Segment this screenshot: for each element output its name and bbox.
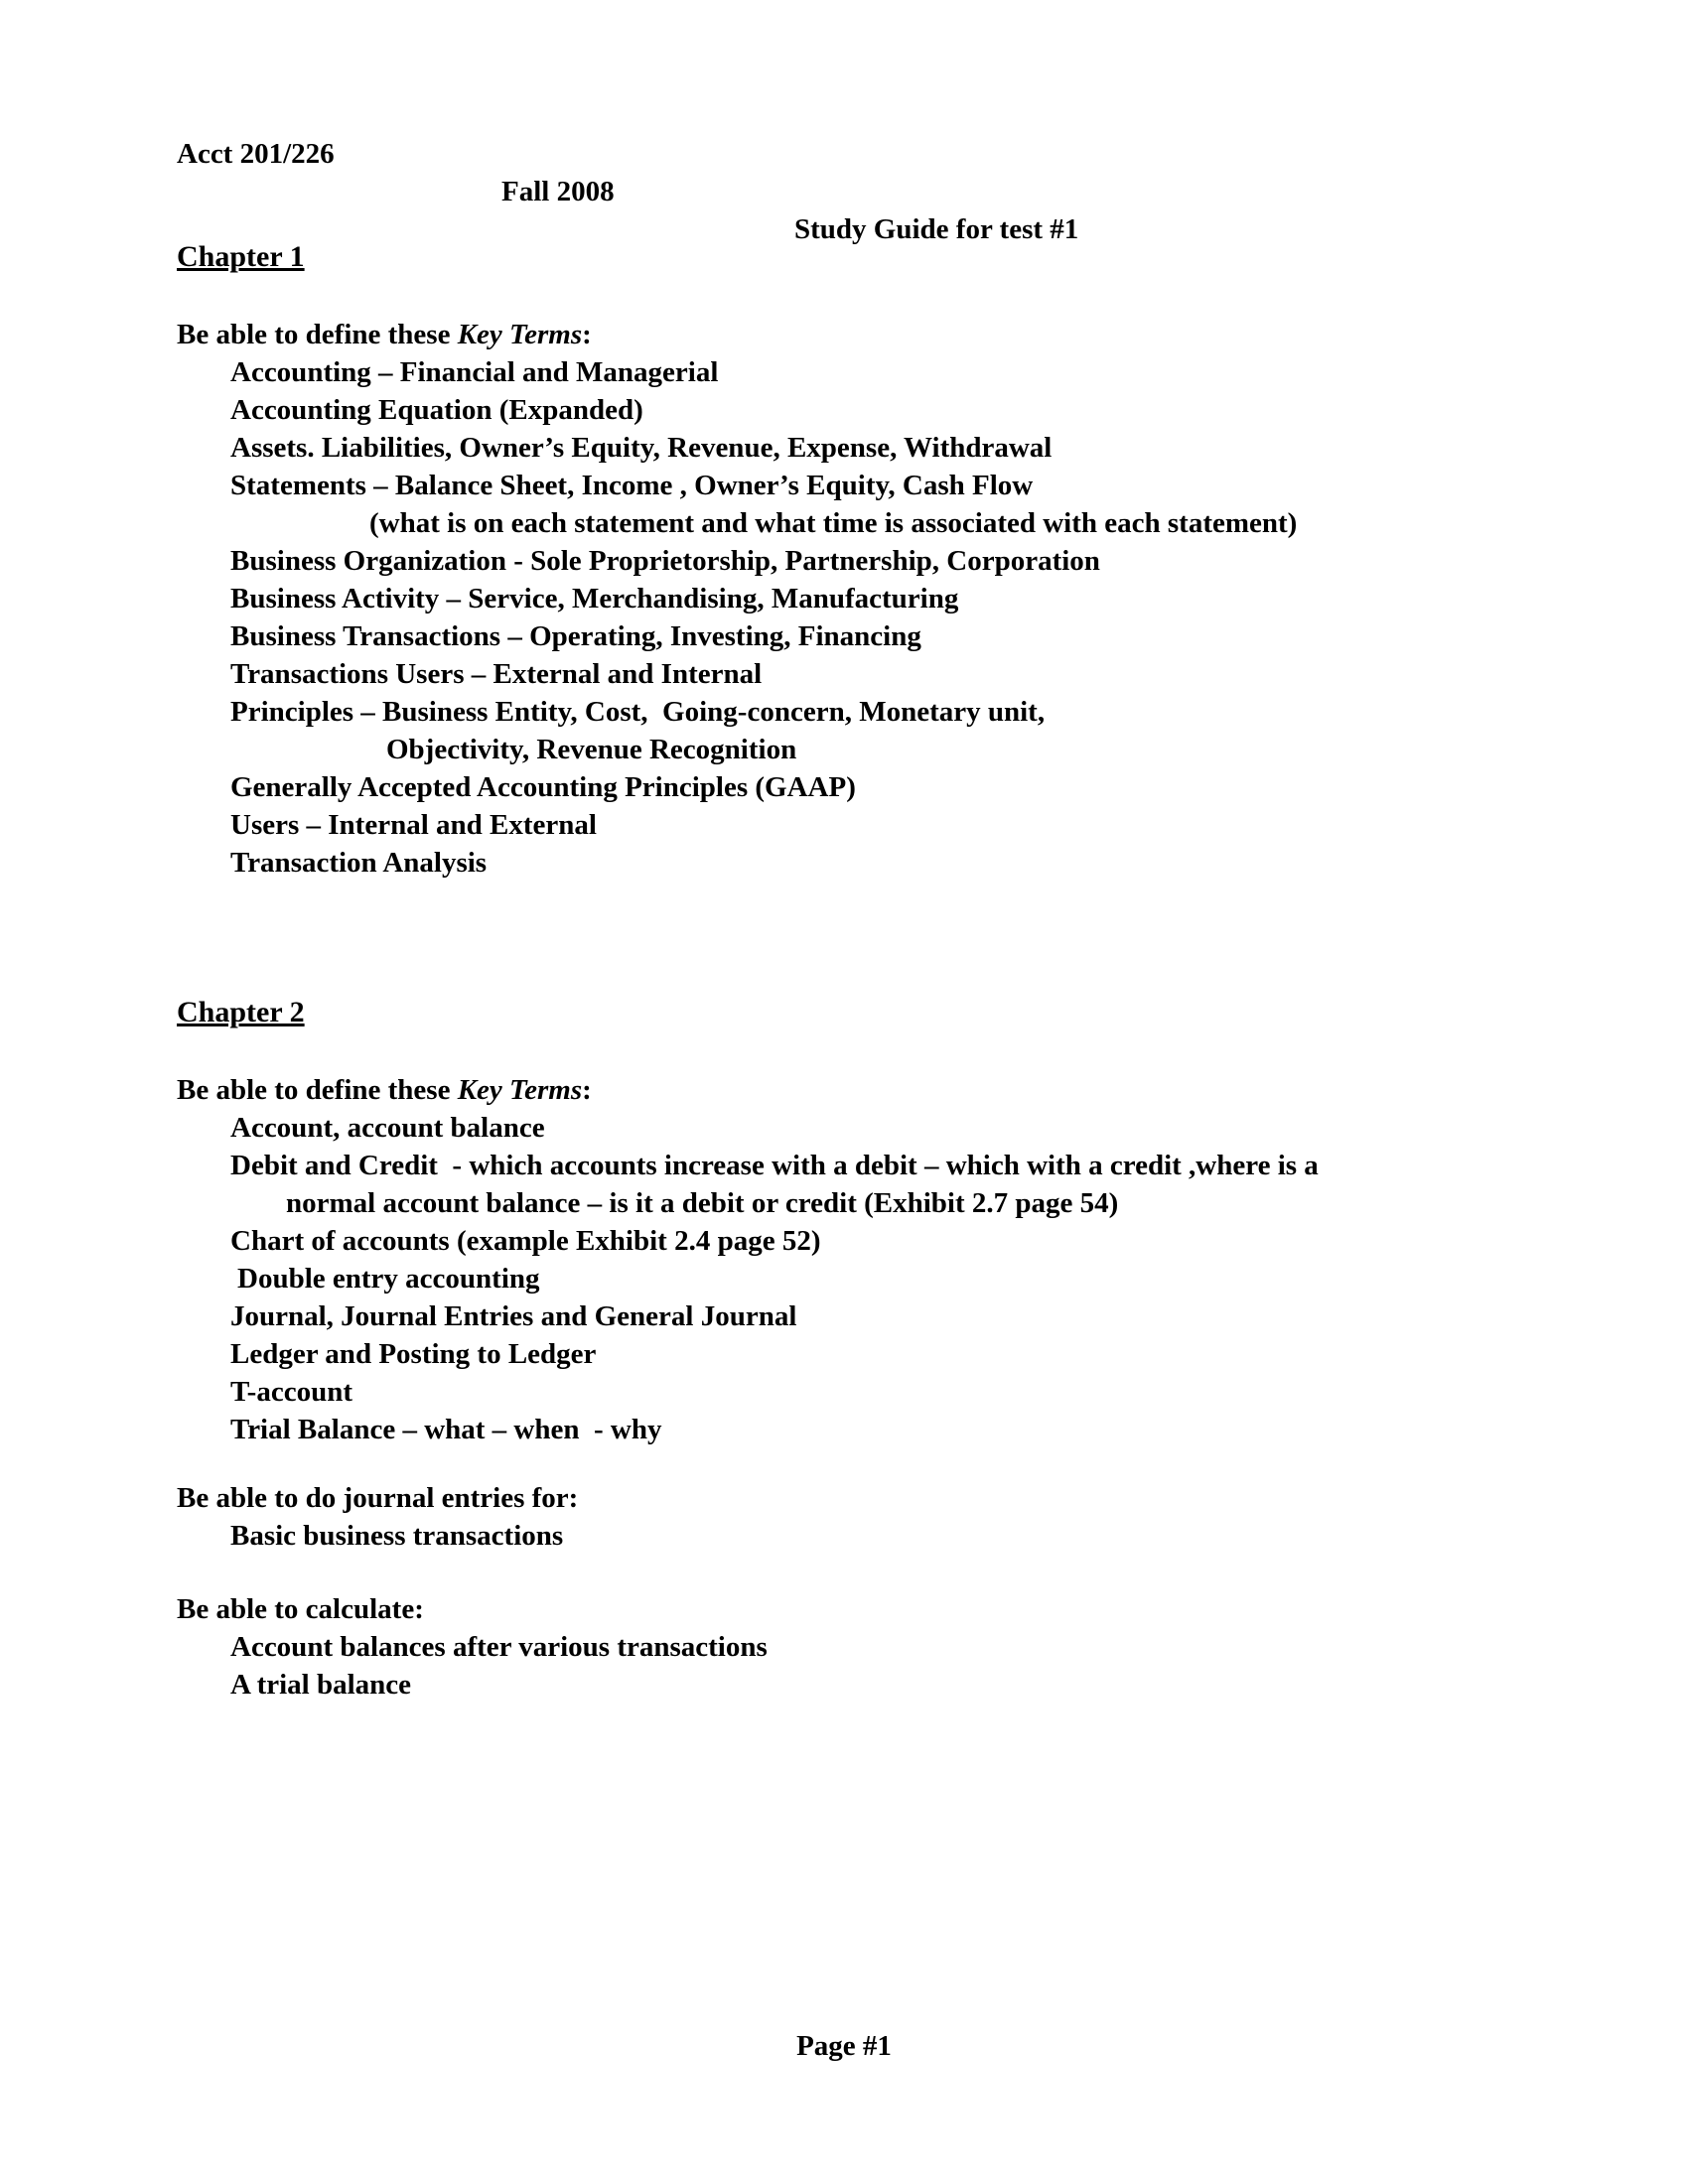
calculate-prompt: Be able to calculate: xyxy=(177,1593,424,1625)
key-term-item: Journal, Journal Entries and General Journal xyxy=(230,1300,797,1332)
key-term-item: Ledger and Posting to Ledger xyxy=(230,1338,597,1370)
chapter-1-define-prompt xyxy=(177,316,1618,353)
journal-entries-prompt: Be able to do journal entries for: xyxy=(177,1482,579,1514)
key-term-item-continuation: (what is on each statement and what time is associated with each statement) xyxy=(369,507,1298,539)
key-term-item: Users – Internal and External xyxy=(230,809,597,841)
key-term-item: Transaction Analysis xyxy=(230,847,488,879)
key-term-item: Generally Accepted Accounting Principles (GAAP) xyxy=(230,771,856,803)
key-term-item: T-account xyxy=(230,1376,352,1408)
key-terms-italic: Key Terms xyxy=(457,1074,583,1106)
chapter-1-heading: Chapter 1 xyxy=(177,240,305,273)
key-term-item: Debit and Credit - which accounts increase with a debit – which with a credit ,where is a xyxy=(230,1150,1319,1181)
key-term-item: Assets. Liabilities, Owner’s Equity, Revenue, Expense, Withdrawal xyxy=(230,432,1053,464)
chapter-2-define-prompt xyxy=(177,1071,1618,1109)
chapter-1-section xyxy=(177,238,1618,882)
key-term-item: Principles – Business Entity, Cost, Going-concern, Monetary unit, xyxy=(230,696,1046,728)
key-term-item: Business Activity – Service, Merchandising, Manufacturing xyxy=(230,583,959,614)
course-code: Acct 201/226 xyxy=(177,138,335,170)
key-term-item: Chart of accounts (example Exhibit 2.4 page 52) xyxy=(230,1225,821,1257)
key-term-item: Business Organization - Sole Proprietorship, Partnership, Corporation xyxy=(230,545,1100,577)
prompt-suffix: : xyxy=(582,1074,592,1106)
prompt-prefix: Be able to define these xyxy=(177,1074,458,1106)
calculate-item: Account balances after various transactions xyxy=(230,1631,768,1663)
chapter-2-section xyxy=(177,994,1618,1704)
key-term-item: Account, account balance xyxy=(230,1112,545,1144)
key-term-item: Statements – Balance Sheet, Income , Owner’s Equity, Cash Flow xyxy=(230,470,1034,501)
prompt-prefix: Be able to define these xyxy=(177,319,458,350)
key-term-item-continuation: Objectivity, Revenue Recognition xyxy=(386,734,797,765)
key-term-item: Accounting Equation (Expanded) xyxy=(230,394,643,426)
chapter-2-heading: Chapter 2 xyxy=(177,996,305,1028)
key-term-item-continuation: normal account balance – is it a debit or credit (Exhibit 2.7 page 54) xyxy=(286,1187,1119,1219)
key-term-item: Double entry accounting xyxy=(237,1263,540,1295)
document-header xyxy=(177,97,1618,245)
key-term-item: Accounting – Financial and Managerial xyxy=(230,356,719,388)
key-term-item: Business Transactions – Operating, Investing, Financing xyxy=(230,620,921,652)
key-term-item: Transactions Users – External and Internal xyxy=(230,658,763,690)
journal-item: Basic business transactions xyxy=(230,1520,564,1552)
key-terms-italic: Key Terms xyxy=(457,319,583,350)
calculate-item: A trial balance xyxy=(230,1669,412,1701)
page-number: Page #1 xyxy=(796,2030,892,2062)
prompt-suffix: : xyxy=(582,319,592,350)
term-label: Fall 2008 xyxy=(501,176,615,207)
document-title: Study Guide for test #1 xyxy=(794,213,1079,245)
key-term-item: Trial Balance – what – when - why xyxy=(230,1414,662,1445)
